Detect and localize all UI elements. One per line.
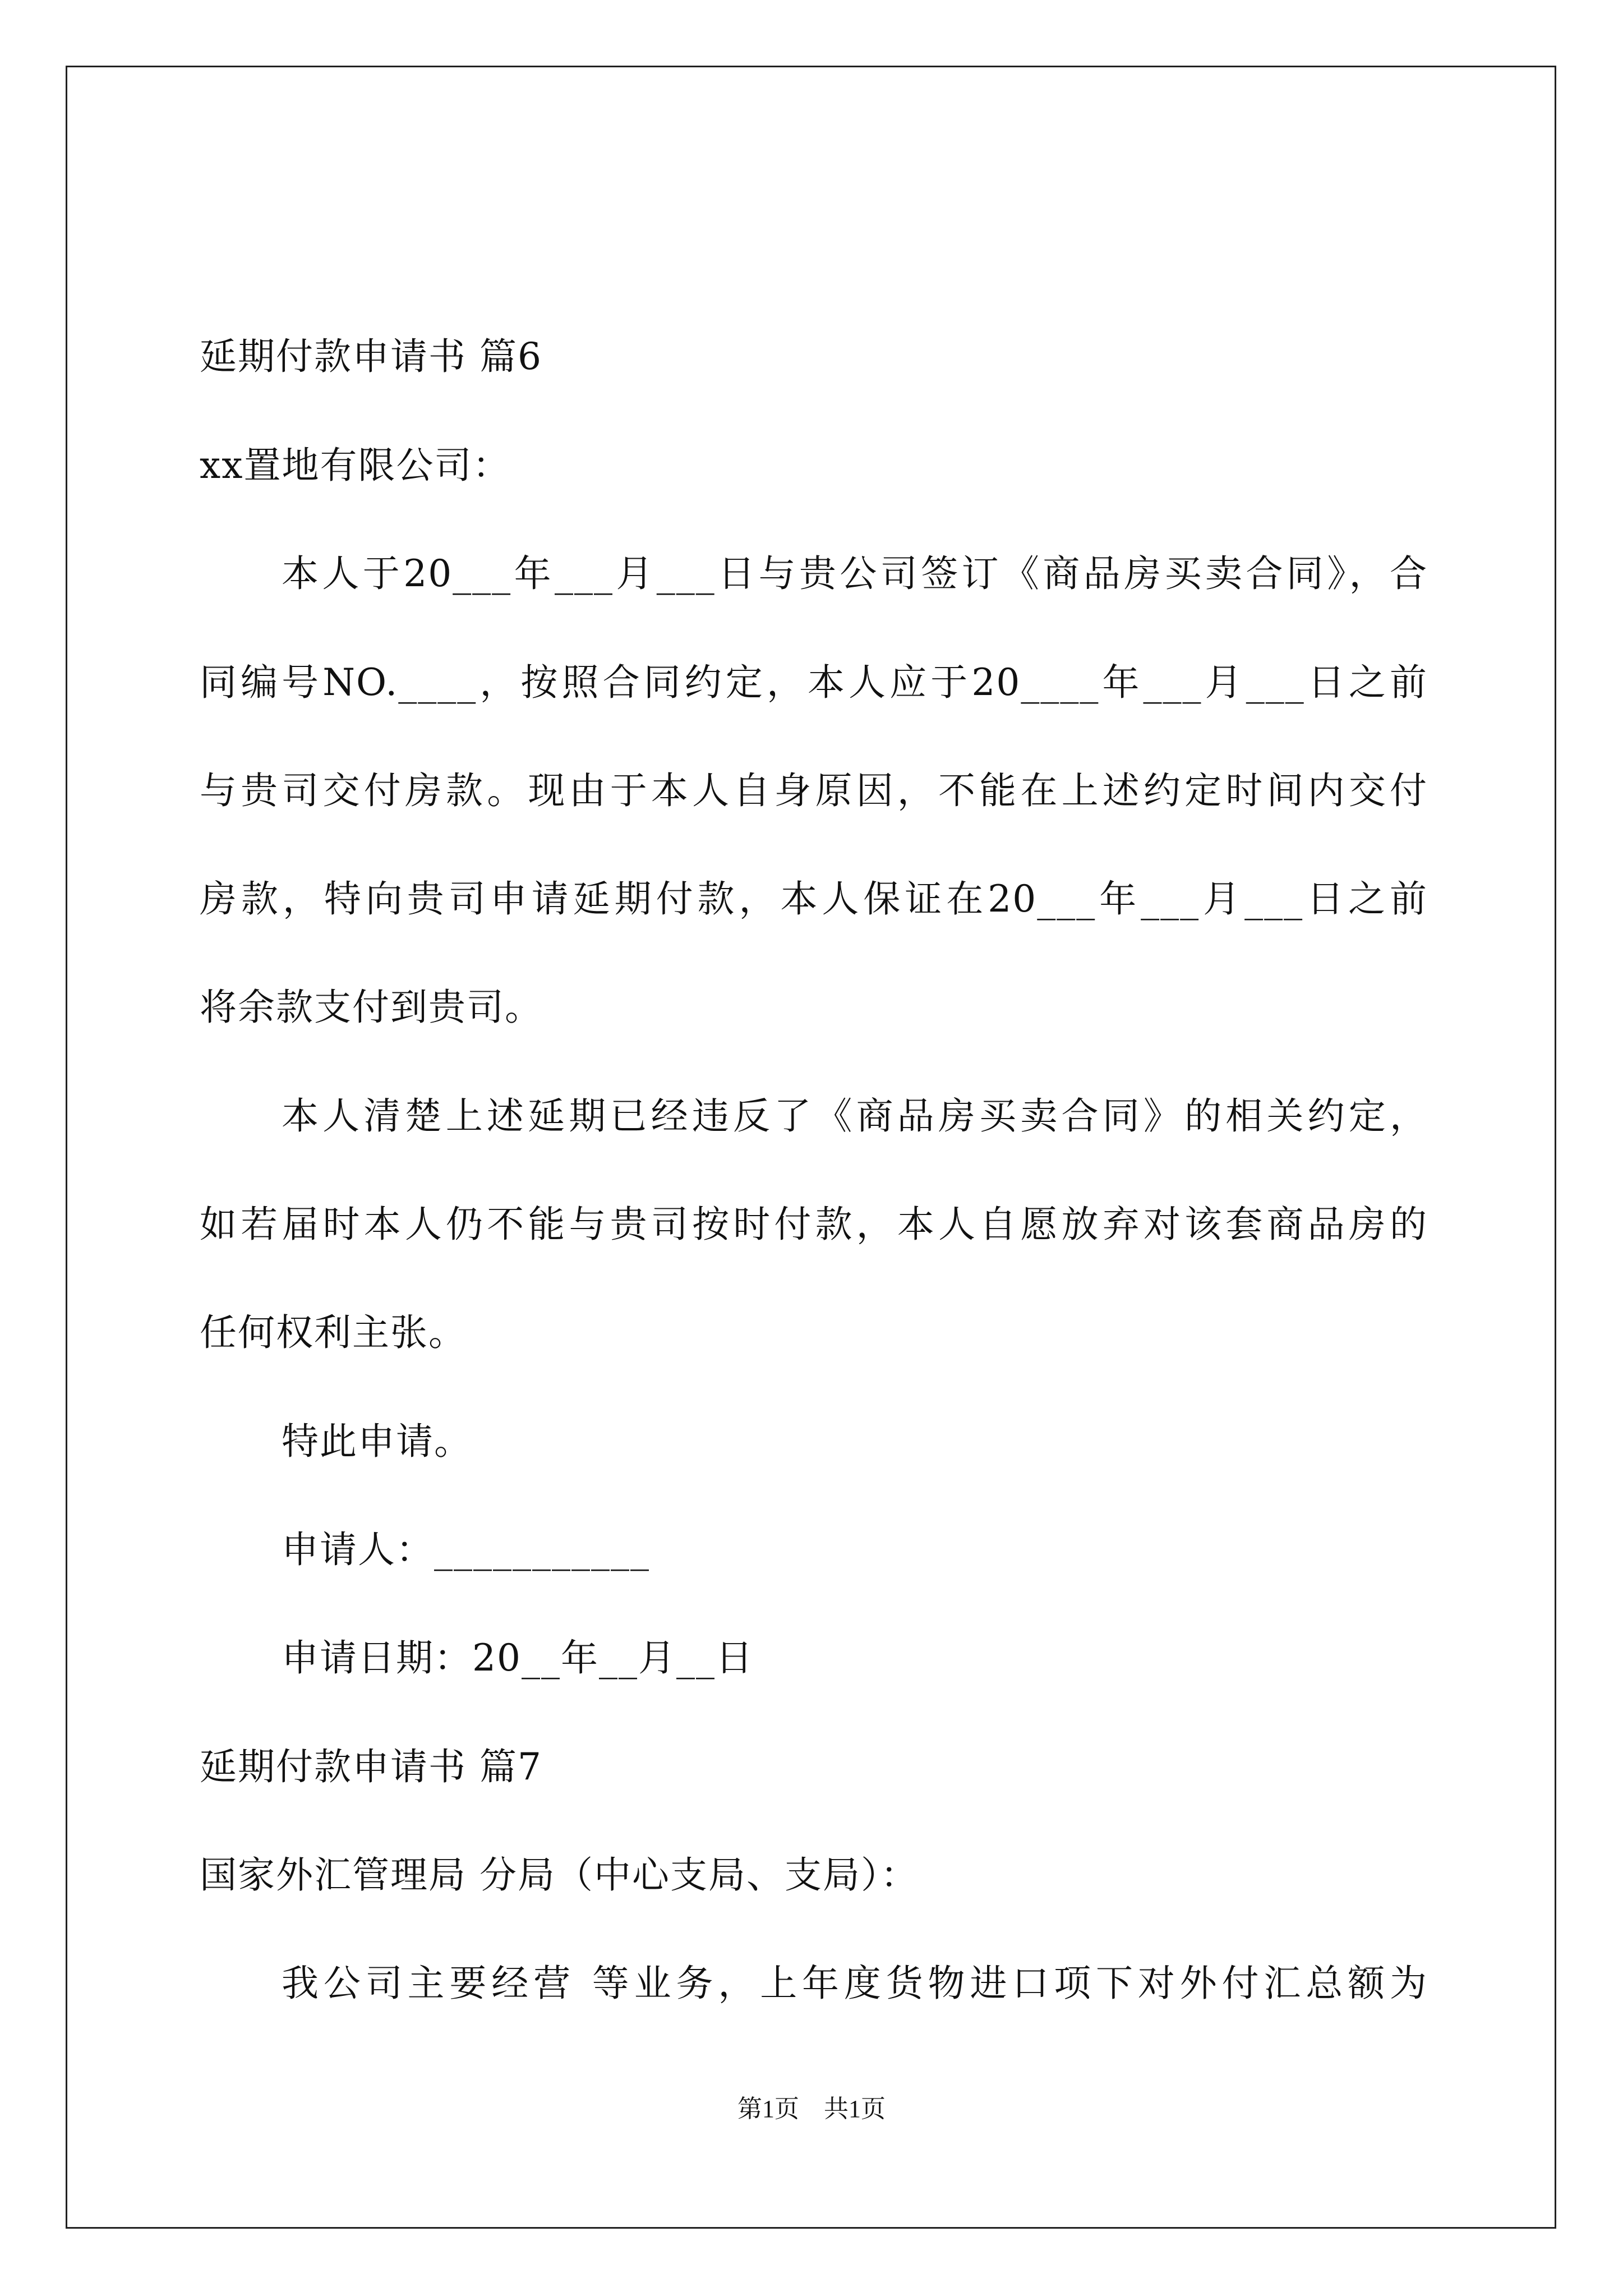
page-number: 第1页 共1页 <box>737 2095 886 2123</box>
salutation: 国家外汇管理局 分局（中心支局、支局）： <box>200 1853 919 1897</box>
date-line: 申请日期：20__年__月__日 <box>282 1636 754 1680</box>
paragraph-line: 将余款支付到贵司。 <box>200 986 543 1029</box>
paragraph-line: 我公司主要经营 等业务，上年度货物进口项下对外付汇总额为 <box>282 1962 1428 2005</box>
section-heading: 延期付款申请书 篇7 <box>200 1745 542 1788</box>
paragraph-line: 同编号NO.____，按照合同约定，本人应于20____年___月___日之前 <box>200 661 1428 704</box>
closing-line: 特此申请。 <box>282 1420 472 1463</box>
paragraph-line: 与贵司交付房款。现由于本人自身原因，不能在上述约定时间内交付 <box>200 769 1428 812</box>
applicant-line: 申请人：___________ <box>282 1528 650 1571</box>
paragraph-line: 本人于20___年___月___日与贵公司签订《商品房买卖合同》，合 <box>282 552 1428 595</box>
paragraph-line: 房款，特向贵司申请延期付款，本人保证在20___年___月___日之前 <box>200 877 1428 921</box>
paragraph-line: 任何权利主张。 <box>200 1311 467 1354</box>
page-border <box>66 66 1556 2229</box>
paragraph-line: 如若届时本人仍不能与贵司按时付款，本人自愿放弃对该套商品房的 <box>200 1203 1428 1246</box>
section-heading: 延期付款申请书 篇6 <box>200 335 542 378</box>
salutation: xx置地有限公司： <box>200 444 511 487</box>
paragraph-line: 本人清楚上述延期已经违反了《商品房买卖合同》的相关约定， <box>282 1094 1428 1138</box>
